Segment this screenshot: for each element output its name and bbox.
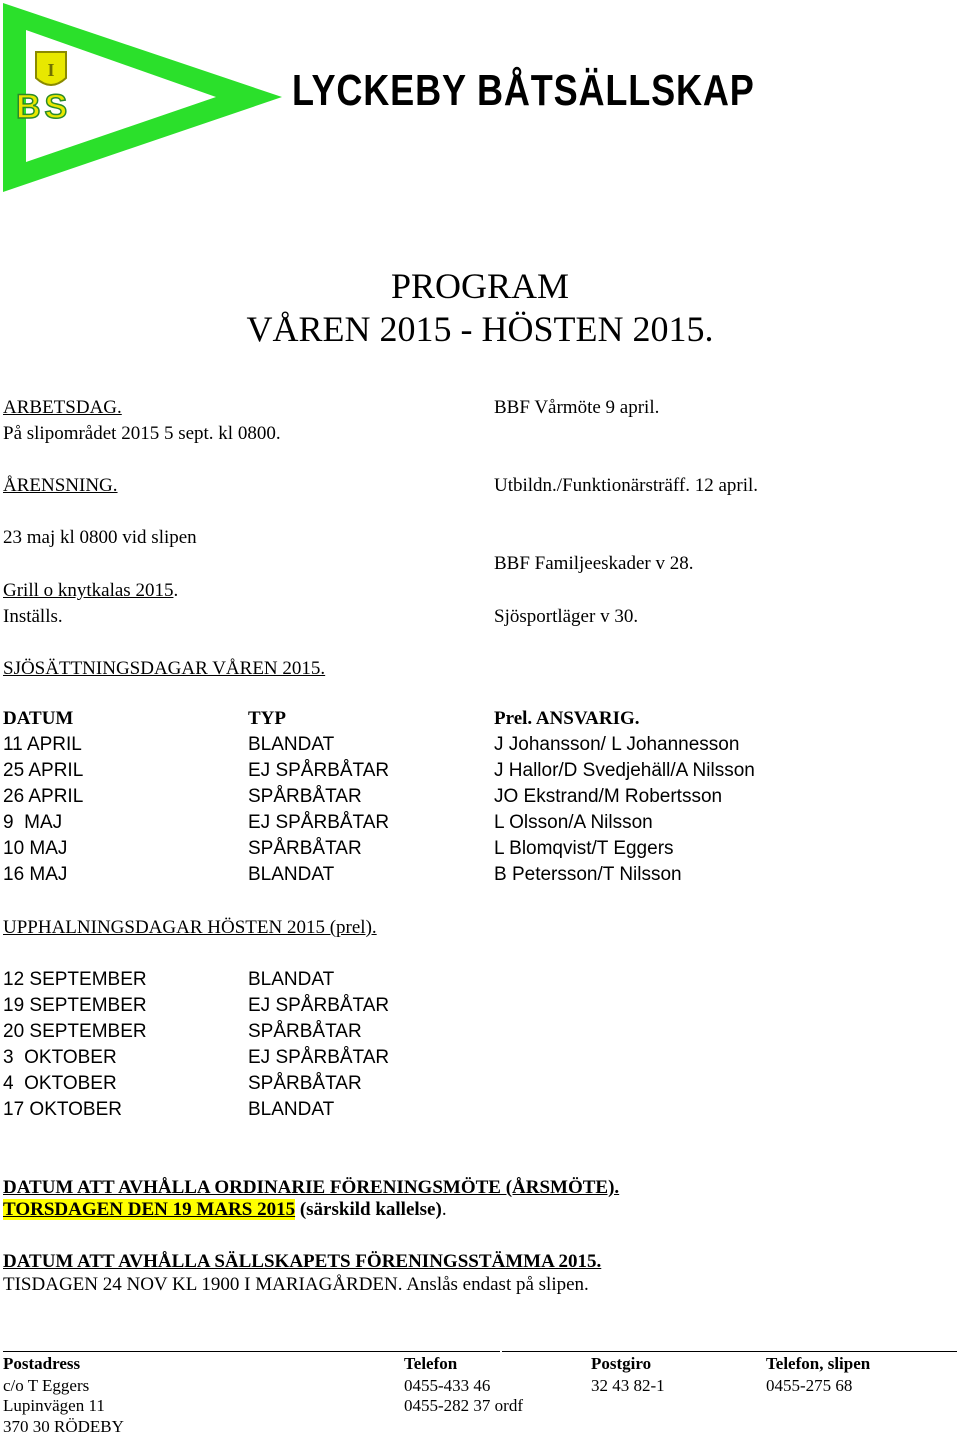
col-datum: DATUM — [3, 708, 74, 729]
typ-cell: BLANDAT — [248, 734, 335, 755]
typ-cell: EJ SPÅRBÅTAR — [248, 812, 390, 833]
arsmote-date: TORSDAGEN DEN 19 MARS 2015 — [3, 1199, 296, 1220]
stamma-detail: TISDAGEN 24 NOV KL 1900 I MARIAGÅRDEN. Anslås endast på slipen. — [3, 1274, 589, 1295]
datum-cell: 26 APRIL — [3, 786, 84, 807]
col-typ: TYP — [248, 708, 286, 729]
datum-cell: 10 MAJ — [3, 838, 68, 859]
postadress-line: c/o T Eggers — [3, 1376, 90, 1395]
grill-note — [3, 580, 178, 602]
typ-cell: EJ SPÅRBÅTAR — [248, 995, 390, 1016]
grill-text: Grill o knytkalas 2015 — [3, 580, 174, 601]
bbf-familjeeskader: BBF Familjeeskader v 28. — [494, 553, 694, 574]
datum-cell: 3 OKTOBER — [3, 1047, 117, 1068]
arensning-heading: ÅRENSNING. — [3, 475, 118, 496]
arsmote-date-line — [3, 1199, 447, 1221]
datum-cell: 25 APRIL — [3, 760, 84, 781]
arsmote-end: . — [441, 1199, 447, 1220]
telefon-line: 0455-433 46 — [404, 1376, 491, 1395]
arensning-detail: 23 maj kl 0800 vid slipen — [3, 527, 197, 548]
datum-cell: 9 MAJ — [3, 812, 63, 833]
arbetsdag-detail: På slipområdet 2015 5 sept. kl 0800. — [3, 423, 281, 444]
ansvarig-cell: L Olsson/A Nilsson — [494, 812, 653, 833]
footer-divider-right — [502, 1351, 957, 1352]
telefon-line: 0455-282 37 ordf — [404, 1396, 523, 1415]
datum-cell: 17 OKTOBER — [3, 1099, 122, 1120]
typ-cell: SPÅRBÅTAR — [248, 1073, 362, 1094]
datum-cell: 16 MAJ — [3, 864, 68, 885]
installs-note: Inställs. — [3, 606, 63, 627]
svg-text:I: I — [47, 60, 55, 80]
arsmote-note: (särskild kallelse) — [295, 1199, 442, 1220]
typ-cell: BLANDAT — [248, 1099, 335, 1120]
datum-cell: 20 SEPTEMBER — [3, 1021, 147, 1042]
grill-period: . — [173, 580, 179, 601]
datum-cell: 4 OKTOBER — [3, 1073, 117, 1094]
telefon-label: Telefon — [404, 1354, 458, 1373]
club-pennant-logo — [0, 0, 290, 200]
typ-cell: BLANDAT — [248, 864, 335, 885]
sjosportlager: Sjösportläger v 30. — [494, 606, 639, 627]
ansvarig-cell: B Petersson/T Nilsson — [494, 864, 682, 885]
postadress-line: 370 30 RÖDEBY — [3, 1417, 124, 1436]
arsmote-heading: DATUM ATT AVHÅLLA ORDINARIE FÖRENINGSMÖTE (ÅRSMÖTE). — [3, 1177, 620, 1198]
ansvarig-cell: J Johansson/ L Johannesson — [494, 734, 740, 755]
typ-cell: SPÅRBÅTAR — [248, 786, 362, 807]
postgiro-label: Postgiro — [591, 1354, 652, 1373]
telefon-slipen-label: Telefon, slipen — [766, 1354, 871, 1373]
sjosattning-heading: SJÖSÄTTNINGSDAGAR VÅREN 2015. — [3, 658, 326, 679]
ansvarig-cell: L Blomqvist/T Eggers — [494, 838, 674, 859]
datum-cell: 19 SEPTEMBER — [3, 995, 147, 1016]
typ-cell: EJ SPÅRBÅTAR — [248, 760, 390, 781]
postgiro-line: 32 43 82-1 — [591, 1376, 665, 1395]
datum-cell: 12 SEPTEMBER — [3, 969, 147, 990]
utbildn-traff: Utbildn./Funktionärsträff. 12 april. — [494, 475, 759, 496]
program-title: PROGRAM — [390, 266, 570, 306]
col-ansvarig: Prel. ANSVARIG. — [494, 708, 640, 729]
stamma-heading: DATUM ATT AVHÅLLA SÄLLSKAPETS FÖRENINGSSTÄMMA 2015. — [3, 1251, 602, 1272]
typ-cell: BLANDAT — [248, 969, 335, 990]
program-subtitle: VÅREN 2015 - HÖSTEN 2015. — [246, 309, 714, 349]
arbetsdag-heading: ARBETSDAG. — [3, 397, 122, 418]
club-name: LYCKEBY BÅTSÄLLSKAP — [292, 66, 755, 115]
postadress-line: Lupinvägen 11 — [3, 1396, 105, 1415]
ansvarig-cell: JO Ekstrand/M Robertsson — [494, 786, 723, 807]
datum-cell: 11 APRIL — [3, 734, 82, 755]
postadress-label: Postadress — [3, 1354, 81, 1373]
typ-cell: EJ SPÅRBÅTAR — [248, 1047, 390, 1068]
footer-divider-left — [3, 1351, 500, 1352]
ansvarig-cell: J Hallor/D Svedjehäll/A Nilsson — [494, 760, 755, 781]
telefon-slipen-line: 0455-275 68 — [766, 1376, 853, 1395]
upphalning-heading: UPPHALNINGSDAGAR HÖSTEN 2015 (prel). — [3, 917, 377, 938]
typ-cell: SPÅRBÅTAR — [248, 1021, 362, 1042]
typ-cell: SPÅRBÅTAR — [248, 838, 362, 859]
logo-letters: BS — [16, 88, 72, 126]
bbf-varmote: BBF Vårmöte 9 april. — [494, 397, 660, 418]
